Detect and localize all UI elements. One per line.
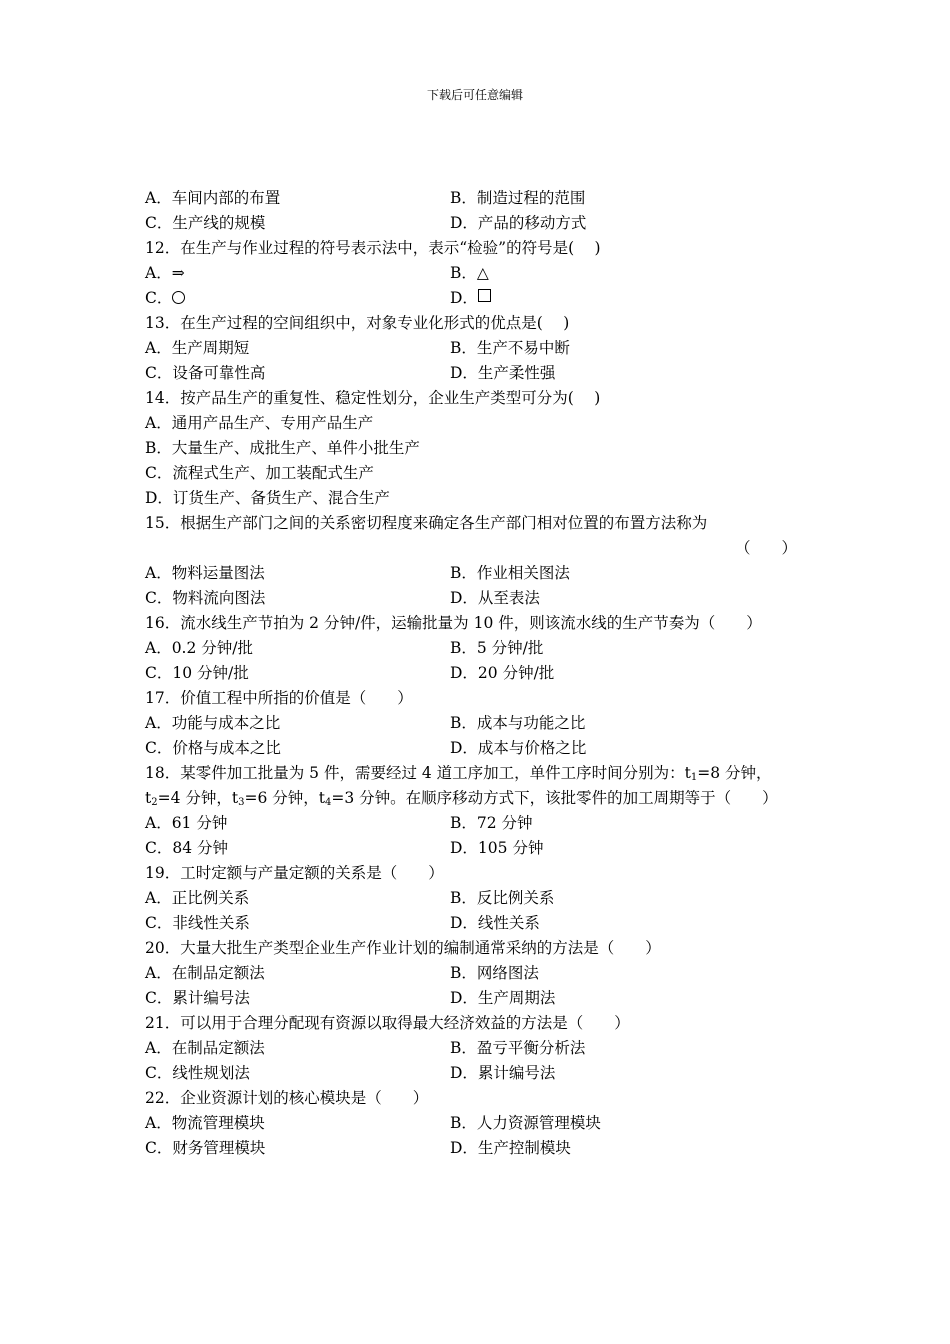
q20-stem: 20．大量大批生产类型企业生产作业计划的编制通常采纳的方法是（ ）	[145, 939, 661, 957]
q21-option-d[interactable]: D．累计编号法	[450, 1064, 556, 1082]
q13-option-b[interactable]: B．生产不易中断	[450, 339, 570, 357]
q13-stem: 13．在生产过程的空间组织中，对象专业化形式的优点是( )	[145, 314, 570, 332]
q20-option-a[interactable]: A．在制品定额法	[145, 964, 265, 982]
q21-option-c[interactable]: C．线性规划法	[145, 1064, 250, 1082]
q11-options-row2	[145, 211, 815, 236]
q19-options-row2	[145, 911, 815, 936]
q11-option-a[interactable]: A．车间内部的布置	[145, 189, 281, 207]
q22-stem: 22．企业资源计划的核心模块是（ ）	[145, 1089, 429, 1107]
page-header: 下载后可任意编辑	[426, 88, 523, 102]
q19-option-c[interactable]: C．非线性关系	[145, 914, 250, 932]
q18-subscript: 4	[325, 797, 332, 808]
q12-options-row1	[145, 261, 815, 286]
q18-option-b[interactable]: B．72 分钟	[450, 814, 533, 832]
q15-answer-paren: （ ）	[734, 539, 797, 557]
q19-option-b[interactable]: B．反比例关系	[450, 889, 555, 907]
q21-stem: 21．可以用于合理分配现有资源以取得最大经济效益的方法是（ ）	[145, 1014, 630, 1032]
q14-option-a[interactable]: A．通用产品生产、专用产品生产	[145, 414, 374, 432]
q17-options-row2	[145, 736, 815, 761]
q16-option-b[interactable]: B．5 分钟/批	[450, 639, 544, 657]
q18-text: =8 分钟，	[697, 764, 772, 782]
q17-options-row1	[145, 711, 815, 736]
q17-option-b[interactable]: B．成本与功能之比	[450, 714, 586, 732]
q22-option-b[interactable]: B．人力资源管理模块	[450, 1114, 601, 1132]
q17-option-c[interactable]: C．价格与成本之比	[145, 739, 281, 757]
q18-stem-line2	[145, 786, 815, 811]
q18-subscript: 3	[238, 797, 245, 808]
q11-options-row1	[145, 186, 815, 211]
q12-option-d[interactable]	[450, 289, 491, 307]
q21-options-row1	[145, 1036, 815, 1061]
q15-option-b[interactable]: B．作业相关图法	[450, 564, 570, 582]
q22-options-row1	[145, 1111, 815, 1136]
q18-options-row2	[145, 836, 815, 861]
q14-stem: 14．按产品生产的重复性、稳定性划分，企业生产类型可分为( )	[145, 389, 601, 407]
square-symbol-icon	[478, 289, 491, 302]
q17-option-a[interactable]: A．功能与成本之比	[145, 714, 281, 732]
q20-option-c[interactable]: C．累计编号法	[145, 989, 250, 1007]
q21-option-b[interactable]: B．盈亏平衡分析法	[450, 1039, 586, 1057]
q22-option-c[interactable]: C．财务管理模块	[145, 1139, 266, 1157]
q18-options-row1	[145, 811, 815, 836]
q12-option-a-label: A．	[145, 264, 172, 282]
q11-option-c[interactable]: C．生产线的规模	[145, 214, 266, 232]
q12-option-c[interactable]	[145, 286, 450, 311]
q17-option-d[interactable]: D．成本与价格之比	[450, 739, 587, 757]
q12-stem: 12．在生产与作业过程的符号表示法中，表示“检验”的符号是( )	[145, 239, 601, 257]
q17-stem: 17．价值工程中所指的价值是（ ）	[145, 689, 413, 707]
q15-option-c[interactable]: C．物料流向图法	[145, 589, 266, 607]
q19-option-d[interactable]: D．线性关系	[450, 914, 540, 932]
q20-option-d[interactable]: D．生产周期法	[450, 989, 556, 1007]
q18-text: =6 分钟，t	[244, 789, 326, 807]
q14-option-b[interactable]: B．大量生产、成批生产、单件小批生产	[145, 439, 420, 457]
q18-text: 18．某零件加工批量为 5 件，需要经过 4 道工序加工，单件工序时间分别为：t	[145, 764, 691, 782]
q13-option-d[interactable]: D．生产柔性强	[450, 364, 556, 382]
q12-option-a[interactable]	[145, 261, 450, 286]
q18-option-a[interactable]: A．61 分钟	[145, 814, 228, 832]
q16-option-c[interactable]: C．10 分钟/批	[145, 664, 249, 682]
q16-options-row2	[145, 661, 815, 686]
q18-option-d[interactable]: D．105 分钟	[450, 839, 544, 857]
q15-option-a[interactable]: A．物料运量图法	[145, 564, 265, 582]
q20-options-row2	[145, 986, 815, 1011]
q22-options-row2	[145, 1136, 815, 1161]
q18-text: t	[145, 789, 152, 807]
q13-option-c[interactable]: C．设备可靠性高	[145, 364, 266, 382]
q18-text: =4 分钟，t	[157, 789, 239, 807]
arrow-symbol-icon: ⇒	[171, 264, 185, 282]
q20-options-row1	[145, 961, 815, 986]
q18-text: =3 分钟。在顺序移动方式下，该批零件的加工周期等于（ ）	[331, 789, 778, 807]
q18-subscript: 2	[151, 797, 158, 808]
q18-subscript: 1	[690, 772, 698, 783]
q18-option-c[interactable]: C．84 分钟	[145, 839, 229, 857]
triangle-symbol-icon: △	[476, 264, 489, 282]
question-list	[145, 186, 815, 1161]
q12-option-b[interactable]	[450, 264, 489, 282]
q12-option-d-label: D．	[450, 289, 478, 307]
q19-stem: 19．工时定额与产量定额的关系是（ ）	[145, 864, 444, 882]
q12-option-b-label: B．	[450, 264, 477, 282]
q13-options-row1	[145, 336, 815, 361]
q12-options-row2	[145, 286, 815, 311]
q19-option-a[interactable]: A．正比例关系	[145, 889, 250, 907]
q15-stem: 15．根据生产部门之间的关系密切程度来确定各生产部门相对位置的布置方法称为	[145, 514, 708, 532]
q13-option-a[interactable]: A．生产周期短	[145, 339, 250, 357]
q11-option-d[interactable]: D．产品的移动方式	[450, 214, 587, 232]
q13-options-row2	[145, 361, 815, 386]
q21-option-a[interactable]: A．在制品定额法	[145, 1039, 265, 1057]
q14-option-c[interactable]: C．流程式生产、加工装配式生产	[145, 464, 374, 482]
q19-options-row1	[145, 886, 815, 911]
q15-option-d[interactable]: D．从至表法	[450, 589, 540, 607]
q20-option-b[interactable]: B．网络图法	[450, 964, 539, 982]
q16-options-row1	[145, 636, 815, 661]
q21-options-row2	[145, 1061, 815, 1086]
q11-option-b[interactable]: B．制造过程的范围	[450, 189, 586, 207]
q15-options-row2	[145, 586, 815, 611]
q22-option-a[interactable]: A．物流管理模块	[145, 1114, 265, 1132]
q15-options-row1	[145, 561, 815, 586]
q14-option-d[interactable]: D．订货生产、备货生产、混合生产	[145, 489, 390, 507]
circle-symbol-icon	[172, 291, 185, 304]
q22-option-d[interactable]: D．生产控制模块	[450, 1139, 571, 1157]
q12-option-c-label: C．	[145, 289, 173, 307]
q18-stem-line1	[145, 761, 815, 786]
q16-option-d[interactable]: D．20 分钟/批	[450, 664, 555, 682]
q16-stem: 16．流水线生产节拍为 2 分钟/件，运输批量为 10 件，则该流水线的生产节奏为（ ）	[145, 614, 762, 632]
q16-option-a[interactable]: A．0.2 分钟/批	[145, 639, 253, 657]
